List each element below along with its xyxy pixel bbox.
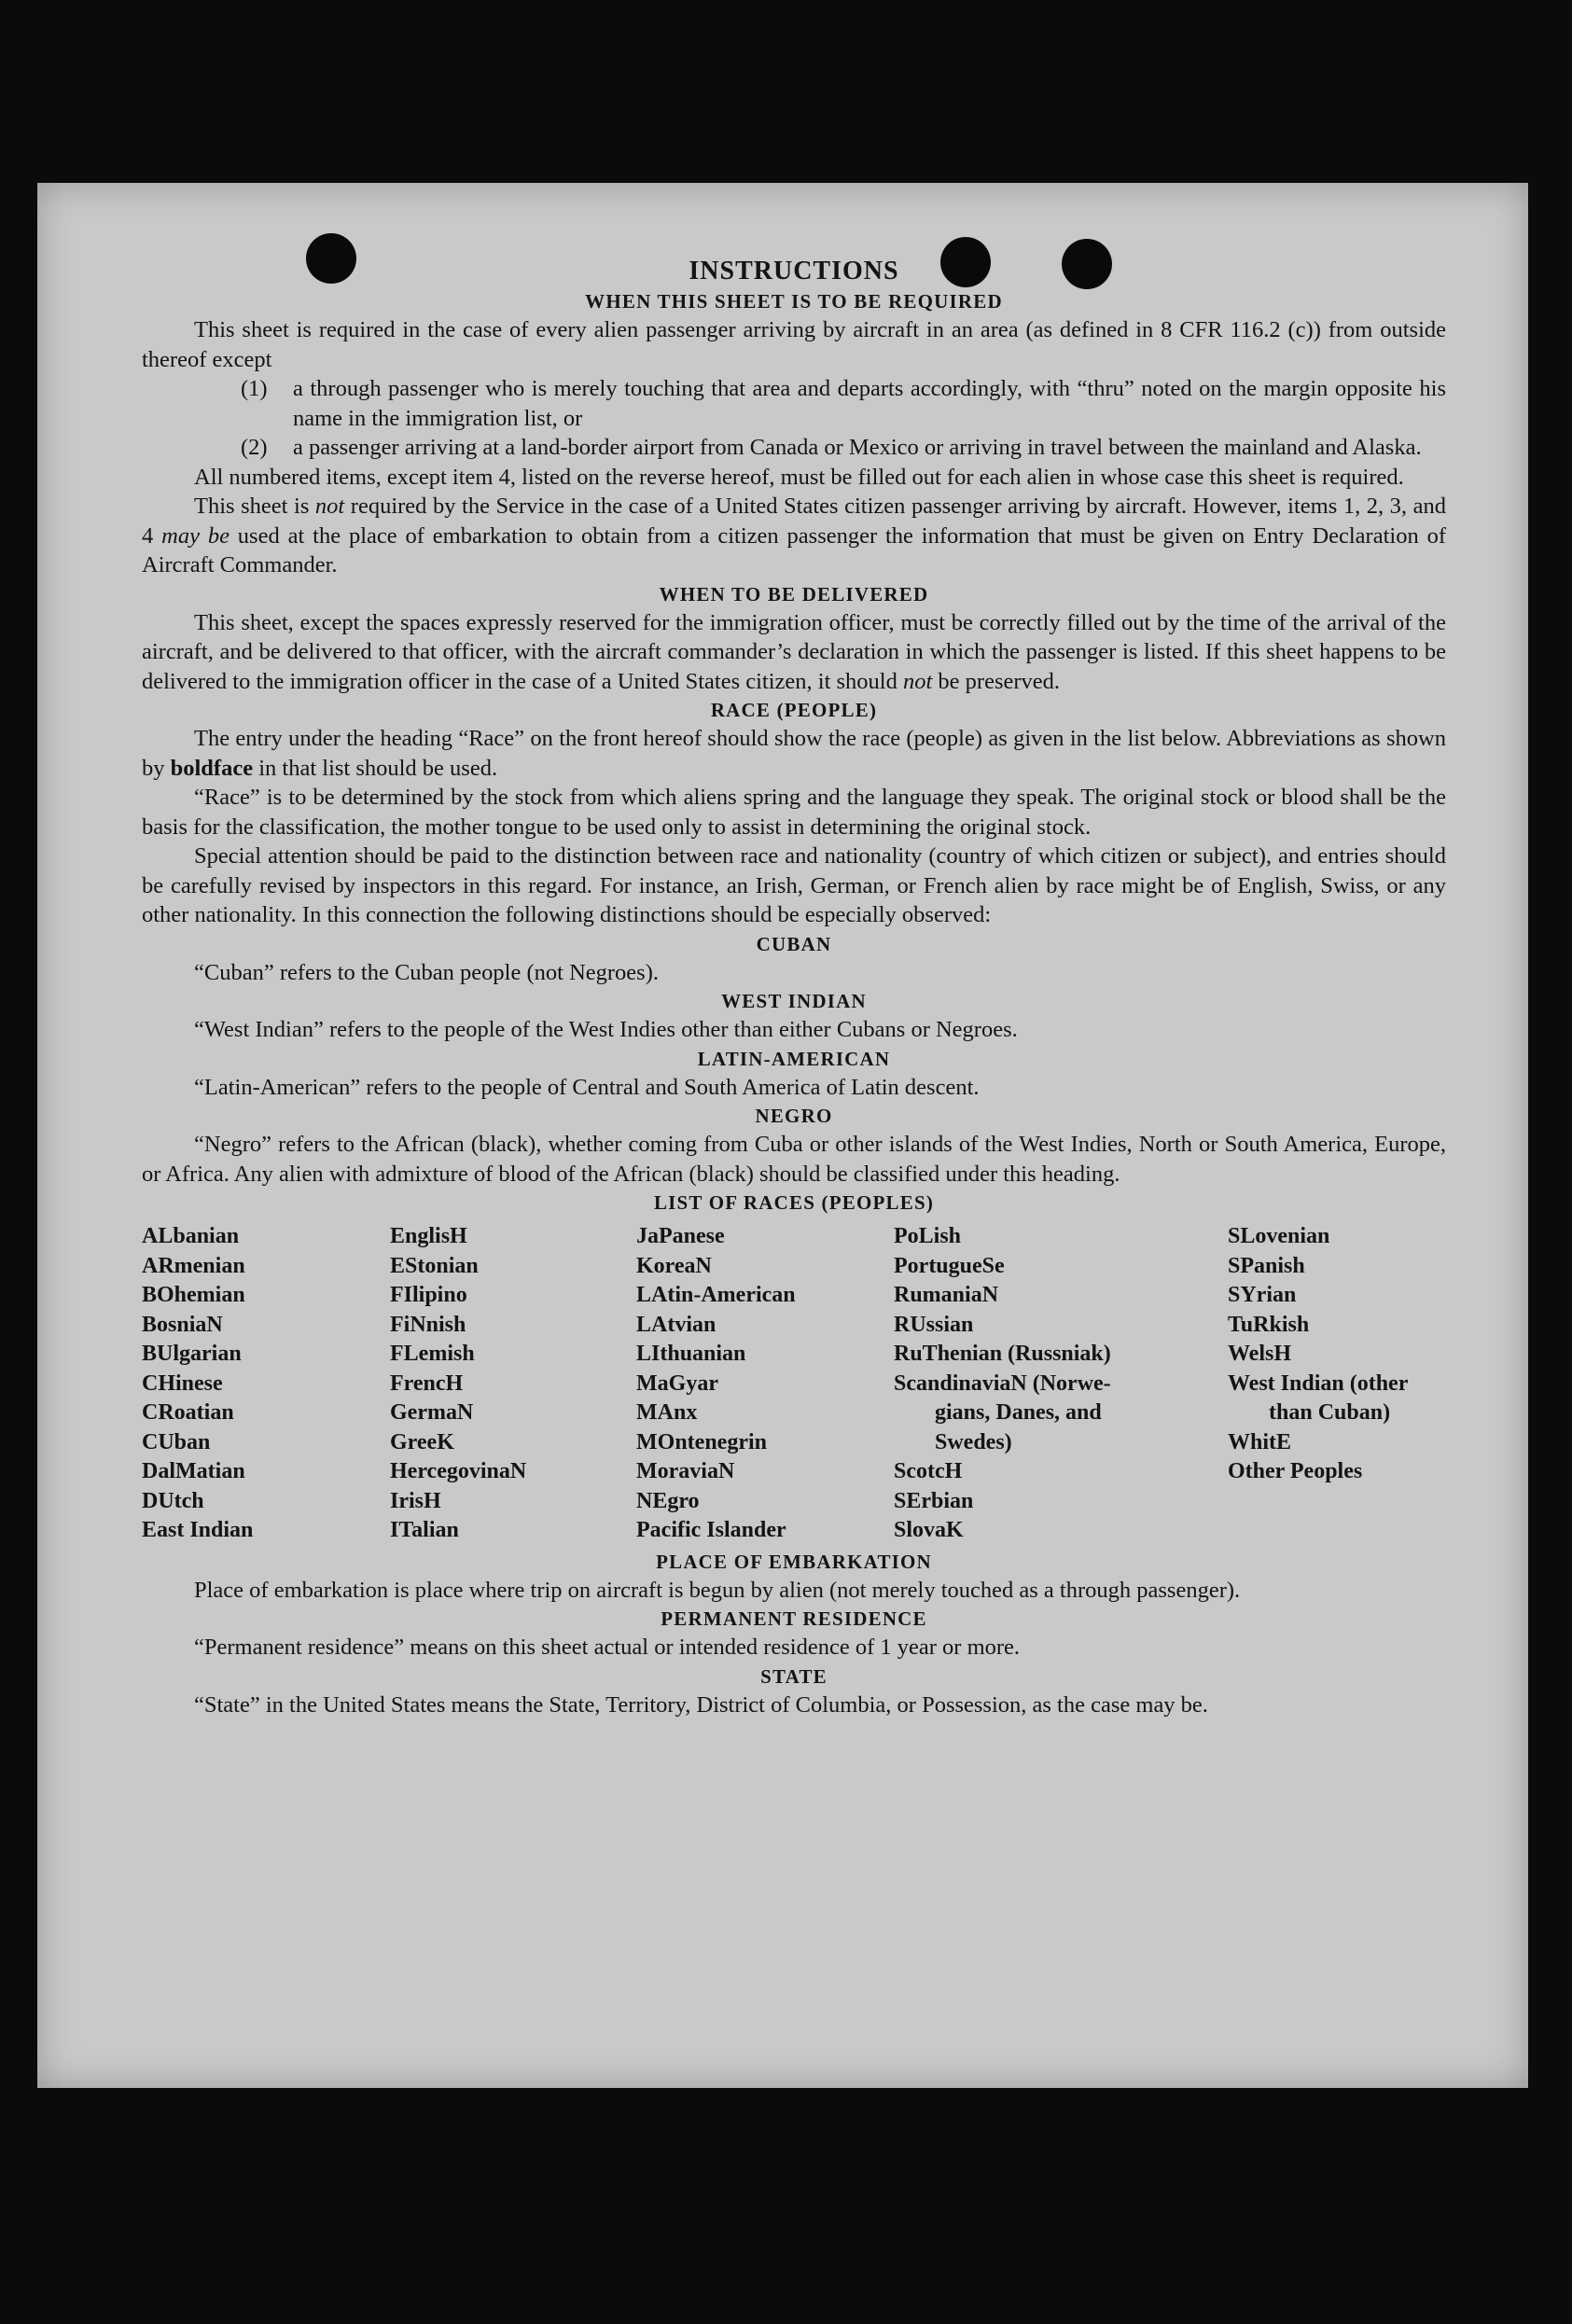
race-entry: EStonian [390, 1253, 479, 1278]
race-entry: CRoatian [142, 1400, 234, 1425]
race-entry: ARmenian [142, 1253, 245, 1278]
item-number: (2) [241, 435, 268, 460]
race-entry: East Indian [142, 1518, 254, 1542]
race-entry: GermaN [390, 1400, 474, 1425]
subheading-list-of-races: LIST OF RACES (PEOPLES) [653, 1191, 935, 1214]
race-entry: SPanish [1228, 1253, 1305, 1278]
race-entry: NEgro [636, 1488, 700, 1513]
paragraph-cuban: “Cuban” refers to the Cuban people (not Negroes). [194, 959, 659, 985]
race-entry: RuThenian (Russniak) [894, 1342, 1111, 1366]
race-entry: MAnx [636, 1400, 698, 1425]
race-entry: West Indian (other [1228, 1371, 1409, 1396]
races-column-2 [390, 1222, 636, 1546]
instruction-sheet [37, 183, 1528, 2088]
paragraph-race-nationality: Special attention should be paid to the distinction between race and nationality (country of which citizen or subject), and entries should be carefully revised by inspectors in this regard. For instance, an Irish, German, or French alien by race might be of English, Swiss, or any other nationality. In this connection the following distinctions should be especially observed: [142, 843, 1446, 927]
paragraph-race-entry: The entry under the heading “Race” on the front hereof should show the race (people) as given in the list below. Abbreviations as shown by boldface in that list should be used. [142, 726, 1446, 781]
race-entry: EnglisH [390, 1224, 467, 1248]
section-heading-embarkation: PLACE OF EMBARKATION [656, 1550, 932, 1573]
race-entry: MaGyar [636, 1371, 718, 1396]
race-entry: LIthuanian [636, 1342, 746, 1366]
race-entry-continued: Swedes) [935, 1429, 1012, 1454]
race-entry: LAtvian [636, 1312, 716, 1337]
race-entry: MOntenegrin [636, 1429, 767, 1454]
race-entry: Other Peoples [1228, 1459, 1363, 1483]
instructions-body [142, 256, 1446, 1719]
race-entry: ScandinaviaN (Norwe- [894, 1371, 1111, 1396]
race-entry: GreeK [390, 1429, 454, 1454]
section-heading-residence: PERMANENT RESIDENCE [661, 1607, 927, 1630]
race-entry: SLovenian [1228, 1224, 1330, 1248]
race-entry: CUban [142, 1429, 211, 1454]
paragraph-embarkation: Place of embarkation is place where trip on aircraft is begun by alien (not merely touched as a through passenger). [194, 1577, 1241, 1603]
race-entry: SYrian [1228, 1283, 1297, 1307]
race-entry: HercegovinaN [390, 1459, 527, 1483]
paragraph-residence: “Permanent residence” means on this sheet actual or intended residence of 1 year or more. [194, 1635, 1021, 1660]
race-entry: DalMatian [142, 1459, 245, 1483]
race-entry: WelsH [1228, 1342, 1292, 1366]
race-entry: MoraviaN [636, 1459, 735, 1483]
race-entry: RUssian [894, 1312, 974, 1337]
page-title: INSTRUCTIONS [689, 257, 899, 285]
race-entry: SlovaK [894, 1518, 964, 1542]
paragraph-delivered: This sheet, except the spaces expressly reserved for the immigration officer, must be correctly filled out by the time of the arrival of the aircraft, and be delivered to that officer, with the aircraft commander’s declaration in which the passenger is listed. If this sheet happens to be delivered to the immigration officer in the case of a United States citizen, it should not be preserved. [142, 609, 1446, 694]
paragraph-race-definition: “Race” is to be determined by the stock from which aliens spring and the language they speak. The original stock or blood shall be the basis for the classification, the mother tongue to be used only to assist in determining the original stock. [142, 785, 1446, 840]
paragraph-west-indian: “West Indian” refers to the people of the West Indies other than either Cubans or Negroes. [194, 1017, 1018, 1042]
section-heading-race: RACE (PEOPLE) [710, 699, 878, 721]
item-text: a passenger arriving at a land-border airport from Canada or Mexico or arriving in travel between the mainland and Alaska. [293, 435, 1422, 460]
races-column-5 [1228, 1222, 1446, 1546]
paragraph-citizen: This sheet is not required by the Service in the case of a United States citizen passenger arriving by aircraft. However, items 1, 2, 3, and 4 may be used at the place of embarkation to obtain from a citizen passenger the information that must be given on Entry Declaration of Aircraft Commander. [142, 494, 1446, 578]
race-entry: ALbanian [142, 1224, 240, 1248]
race-entry: Pacific Islander [636, 1518, 786, 1542]
subheading-negro: NEGRO [755, 1105, 833, 1127]
section-heading-delivered: WHEN TO BE DELIVERED [659, 582, 929, 605]
races-column-4 [894, 1222, 1228, 1546]
section-heading-state: STATE [760, 1664, 828, 1688]
race-entry: WhitE [1228, 1429, 1292, 1454]
race-entry: CHinese [142, 1371, 223, 1396]
paragraph-latin-american: “Latin-American” refers to the people of Central and South America of Latin descent. [194, 1074, 980, 1100]
exception-item-2 [241, 433, 1446, 463]
race-entry: BUlgarian [142, 1342, 242, 1366]
subheading-cuban: CUBAN [756, 932, 832, 955]
races-list [142, 1222, 1446, 1546]
race-entry: FLemish [390, 1342, 475, 1366]
races-column-1 [142, 1222, 390, 1546]
race-entry: DUtch [142, 1488, 204, 1513]
race-entry: PortugueSe [894, 1253, 1005, 1278]
subheading-west-indian: WEST INDIAN [721, 990, 867, 1012]
race-entry: ITalian [390, 1518, 459, 1542]
race-entry: BOhemian [142, 1283, 245, 1307]
races-column-3 [636, 1222, 894, 1546]
item-number: (1) [241, 376, 268, 401]
race-entry: IrisH [390, 1488, 441, 1513]
race-entry: LAtin-American [636, 1283, 796, 1307]
race-entry: KoreaN [636, 1253, 712, 1278]
race-entry-continued: than Cuban) [1269, 1400, 1391, 1425]
race-entry: FIlipino [390, 1283, 467, 1307]
race-entry: FiNnish [390, 1312, 466, 1337]
race-entry: SErbian [894, 1488, 974, 1513]
section-heading-required: WHEN THIS SHEET IS TO BE REQUIRED [585, 290, 1003, 313]
item-text: a through passenger who is merely touching that area and departs accordingly, with “thru” noted on the margin opposite his name in the immigration list, or [293, 376, 1446, 431]
race-entry: FrencH [390, 1371, 464, 1396]
paragraph-numbered-items: All numbered items, except item 4, listed on the reverse hereof, must be filled out for each alien in whose case this sheet is required. [194, 464, 1404, 490]
race-entry: TuRkish [1228, 1312, 1310, 1337]
race-entry: JaPanese [636, 1224, 725, 1248]
paragraph-state: “State” in the United States means the State, Territory, District of Columbia, or Possession, as the case may be. [194, 1691, 1208, 1718]
race-entry-continued: gians, Danes, and [935, 1400, 1102, 1425]
race-entry: PoLish [894, 1224, 962, 1248]
paragraph-required-intro: This sheet is required in the case of every alien passenger arriving by aircraft in an area (as defined in 8 CFR 116.2 (c)) from outside thereof except [142, 317, 1446, 372]
paragraph-negro: “Negro” refers to the African (black), whether coming from Cuba or other islands of the West Indies, North or South America, Europe, or Africa. Any alien with admixture of blood of the African (black) should be classified under this heading. [142, 1132, 1446, 1187]
race-entry: BosniaN [142, 1312, 223, 1337]
race-entry: ScotcH [894, 1459, 963, 1483]
race-entry: RumaniaN [894, 1283, 999, 1307]
exception-item-1 [241, 374, 1446, 433]
subheading-latin-american: LATIN-AMERICAN [697, 1047, 891, 1070]
